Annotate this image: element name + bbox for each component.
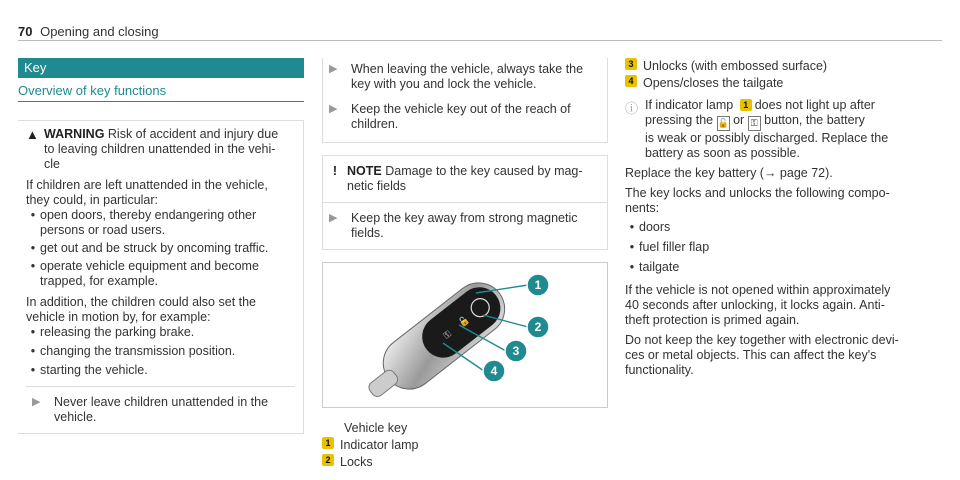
warning-intro: In addition, the children could also set the	[26, 295, 257, 309]
body-text: 40 seconds after unlocking, it locks again. Anti-	[625, 298, 885, 312]
list-item: • doors	[629, 220, 671, 234]
unlock-button-icon: 🔓	[717, 116, 730, 131]
info-text: If indicator lamp	[645, 98, 734, 112]
page-header	[18, 24, 159, 39]
arrow-icon: ▶	[329, 63, 338, 75]
callout-2: 2	[534, 320, 542, 334]
info-text: is weak or possibly discharged. Replace the	[645, 131, 889, 145]
notice-label: NOTE	[347, 164, 382, 178]
info-text: battery as soon as possible.	[645, 146, 800, 160]
info-text: does not light up after	[754, 98, 875, 112]
arrow-icon: ▶	[329, 103, 338, 115]
body-text: Do not keep the key together with electronic devi-	[625, 333, 899, 347]
notice-box	[322, 155, 608, 250]
legend-number: 1	[322, 437, 334, 449]
list-item-text: changing the transmission position.	[40, 344, 236, 358]
callout-3: 3	[512, 344, 520, 358]
notice-icon: !	[332, 164, 338, 178]
callout-1: 1	[534, 278, 542, 292]
warning-line: cle	[44, 157, 60, 171]
warning-line: to leaving children unattended in the vehi-	[44, 142, 276, 156]
warning-label: WARNING	[44, 127, 105, 141]
action-text: vehicle.	[54, 410, 97, 424]
list-item-text: open doors, thereby endangering other	[40, 208, 257, 222]
legend-text: Opens/closes the tailgate	[643, 76, 784, 90]
list-item-text: tailgate	[639, 260, 680, 274]
list-item: • open doors, thereby endangering other persons or road users.	[30, 208, 257, 237]
action-text: children.	[351, 117, 399, 131]
list-item-text: operate vehicle equipment and become	[40, 259, 259, 273]
body-text: nents:	[625, 201, 660, 215]
replace-battery-link[interactable]: Replace the key battery (→ page 72).	[625, 166, 833, 180]
arrow-icon: ▶	[329, 212, 338, 224]
list-item: • changing the transmission position.	[30, 344, 236, 358]
list-item-text: releasing the parking brake.	[40, 325, 195, 339]
info-note	[625, 98, 925, 161]
info-text: button, the battery	[764, 113, 865, 127]
list-item-text: starting the vehicle.	[40, 363, 148, 377]
legend-item	[625, 75, 925, 92]
section-title: Key	[18, 58, 304, 78]
warning-box	[18, 120, 304, 434]
legend-text: Unlocks (with embossed surface)	[643, 59, 828, 73]
body-text: theft protection is primed again.	[625, 313, 800, 327]
action-text: key with you and lock the vehicle.	[351, 77, 537, 91]
key-drawing	[323, 263, 607, 405]
action-text: Never leave children unattended in the	[54, 395, 269, 409]
list-item-text: fuel filler flap	[639, 240, 710, 254]
column-1	[18, 58, 304, 434]
warning-intro: vehicle in motion by, for example:	[26, 310, 211, 324]
vehicle-key-illustration	[322, 262, 608, 408]
list-item: • get out and be struck by oncoming traffic.	[30, 241, 269, 255]
legend-item	[625, 58, 925, 75]
list-item: • fuel filler flap	[629, 240, 710, 254]
body-text: ces or metal objects. This can affect the key's	[625, 348, 877, 362]
action-step	[323, 62, 607, 92]
list-item: • starting the vehicle.	[30, 363, 148, 377]
lock-button-icon: ⚿	[748, 116, 761, 131]
list-item-text: trapped, for example.	[40, 274, 159, 288]
warning-triangle-icon: ▲	[26, 127, 39, 142]
column-2	[322, 58, 608, 471]
action-text: When leaving the vehicle, always take the	[351, 62, 584, 76]
legend-text: Indicator lamp	[340, 438, 419, 452]
action-step	[323, 202, 607, 241]
page-number: 70	[18, 24, 33, 39]
arrow-icon: ▶	[32, 396, 41, 408]
warning-intro: they could, in particular:	[26, 193, 159, 207]
callout-4: 4	[490, 364, 498, 378]
body-text: functionality.	[625, 363, 694, 377]
action-step	[26, 386, 295, 425]
legend-text: Locks	[340, 455, 373, 469]
svg-text:⚿: ⚿	[442, 329, 454, 342]
legend-number: 4	[625, 75, 637, 87]
warning-intro: If children are left unattended in the vehicle,	[26, 178, 268, 192]
notice-line: Damage to the key caused by mag-	[385, 164, 583, 178]
chapter-title: Opening and closing	[40, 24, 159, 39]
legend-number: 3	[625, 58, 637, 70]
body-text: If the vehicle is not opened within approximately	[625, 283, 891, 297]
list-item: • operate vehicle equipment and become trapped, for example.	[30, 259, 259, 288]
list-item: • tailgate	[629, 260, 680, 274]
column-3	[625, 58, 925, 378]
notice-line: netic fields	[347, 179, 407, 193]
list-item-text: doors	[639, 220, 671, 234]
subsection-title: Overview of key functions	[18, 83, 304, 102]
body-text: The key locks and unlocks the following compo-	[625, 186, 890, 200]
info-text: or	[733, 113, 745, 127]
legend-number: 2	[322, 454, 334, 466]
list-item-text: get out and be struck by oncoming traffic.	[40, 241, 269, 255]
action-text: Keep the key away from strong magnetic	[351, 211, 578, 225]
svg-text:🔓: 🔓	[457, 315, 473, 330]
info-icon: ⓘ	[625, 101, 639, 116]
figure-caption: Vehicle key	[344, 421, 408, 435]
action-text: fields.	[351, 226, 384, 240]
warning-line: Risk of accident and injury due	[107, 127, 279, 141]
action-step	[323, 102, 607, 132]
list-item: • releasing the parking brake.	[30, 325, 195, 339]
info-number: 1	[740, 99, 752, 111]
action-text: Keep the vehicle key out of the reach of	[351, 102, 571, 116]
legend-item	[322, 454, 608, 471]
header-divider	[18, 40, 942, 41]
list-item-text: persons or road users.	[40, 223, 166, 237]
legend-item	[322, 437, 608, 454]
info-text: pressing the	[645, 113, 714, 127]
warning-actions	[322, 58, 608, 143]
